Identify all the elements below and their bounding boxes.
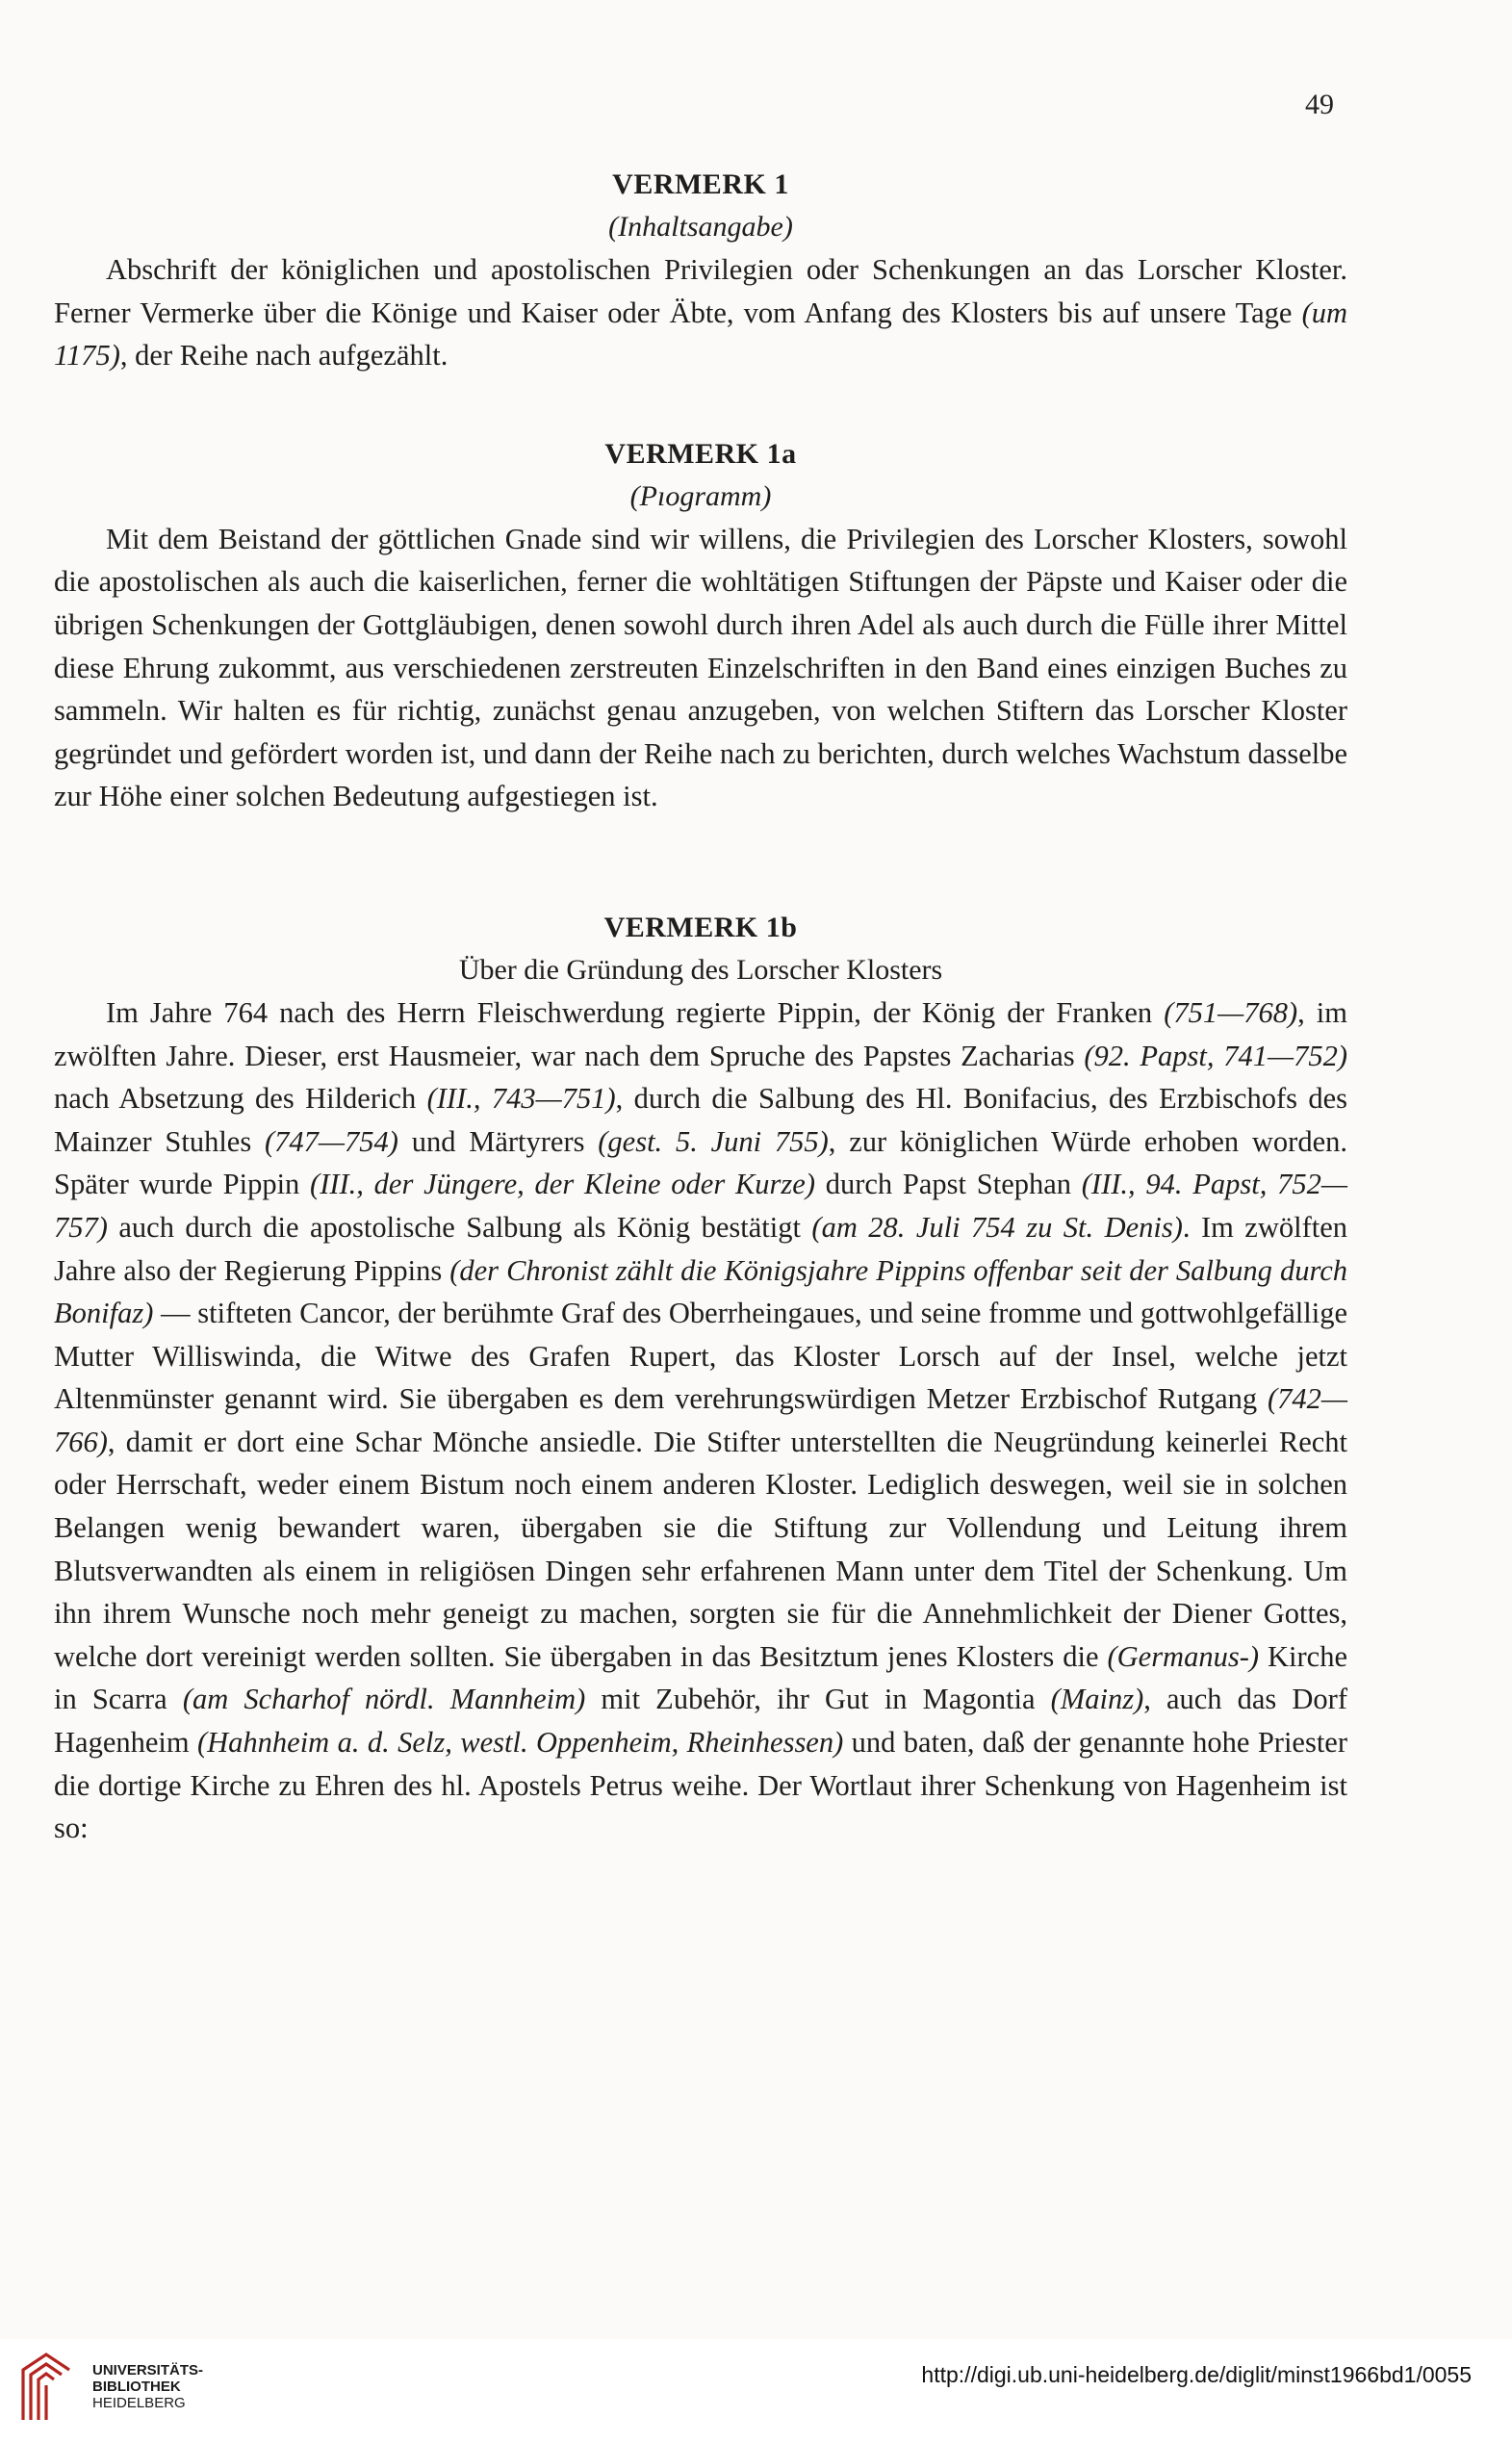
source-url-link[interactable]: http://digi.ub.uni-heidelberg.de/diglit/minst1966bd1/0055 <box>921 2362 1472 2387</box>
italic-annotation: (742—766) <box>54 1382 1347 1458</box>
italic-annotation: (747—754) <box>264 1124 398 1158</box>
section-vermerk-1 <box>54 164 1347 377</box>
text-run: durch Papst Stephan <box>814 1168 1082 1201</box>
text-run: nach Absetzung des Hilderich <box>54 1082 427 1116</box>
section-subtitle: (Inhaltsangabe) <box>608 211 793 243</box>
paragraph <box>54 248 1347 377</box>
italic-annotation: (Germanus-) <box>1107 1639 1260 1673</box>
library-name-line: BIBLIOTHEK <box>92 2379 181 2395</box>
text-run: mit Zubehör, ihr Gut in Magontia <box>585 1683 1051 1716</box>
text-run: auch durch die apostolische Salbung als König bestätigt <box>107 1210 812 1244</box>
section-vermerk-1b <box>54 907 1347 1850</box>
text-run: und Märtyrers <box>397 1124 599 1158</box>
document-body <box>54 164 1347 1850</box>
italic-annotation: (Mainz) <box>1050 1683 1144 1716</box>
paragraph <box>54 518 1347 818</box>
text-run: Im Jahre 764 nach des Herrn Fleischwerdung regierte Pippin, der König der Franken <box>106 995 1165 1029</box>
text-run: und baten, daß der genannte hohe Priester die dortige Kirche zu Ehren des hl. Apostels Petrus weihe. Der Wortlaut ihrer Schenkung von Hagenheim ist so: <box>54 1726 1347 1845</box>
italic-annotation: (um 1175) <box>54 296 1347 373</box>
text-run: , auch das Dorf Hagenheim <box>54 1683 1347 1760</box>
italic-annotation: (der Chronist zählt die Königsjahre Pippins offenbar seit der Salbung durch Bonifaz) <box>54 1253 1347 1330</box>
section-subtitle: (Pıogramm) <box>629 479 772 512</box>
italic-annotation: (am Scharhof nördl. Mannheim) <box>182 1683 586 1716</box>
italic-annotation: (gest. 5. Juni 755) <box>598 1124 829 1158</box>
italic-annotation: (am 28. Juli 754 zu St. Denis) <box>811 1210 1183 1244</box>
italic-annotation: (Hahnheim a. d. Selz, westl. Oppenheim, Rheinhessen) <box>196 1726 844 1760</box>
text-run: Mit dem Beistand der göttlichen Gnade sind wir willens, die Privilegien des Lorscher Klosters, sowohl die apostolischen als auch die kaiserlichen, ferner die wohltätigen Stiftungen der Päpste und Kaiser oder die übrigen Schenkungen der Gottgläubigen, denen sowohl durch ihren Adel als auch durch die Fülle ihrer Mittel diese Ehrung zukommt, aus verschiedenen zerstreuten Einzelschriften in den Band eines einzigen Buches zu sammeln. Wir halten es für richtig, zunächst genau anzugeben, von welchen Stiftern das Lorscher Kloster gegründet und gefördert worden ist, und dann der Reihe nach zu berichten, durch welches Wachstum dasselbe zur Höhe einer solchen Bedeutung aufgestiegen ist. <box>54 522 1347 813</box>
italic-annotation: (III., der Jüngere, der Kleine oder Kurze) <box>310 1168 815 1201</box>
text-run: , zur königlichen Würde erhoben worden. Später wurde Pippin <box>54 1124 1347 1201</box>
text-run: , der Reihe nach aufgezählt. <box>119 339 448 373</box>
page-number: 49 <box>1305 89 1334 120</box>
section-heading: VERMERK 1b <box>603 911 798 943</box>
text-run: Kirche in Scarra <box>54 1639 1347 1716</box>
library-name-line: HEIDELBERG <box>92 2395 186 2411</box>
text-run: — stifteten Cancor, der berühmte Graf des Oberrheingaues, und seine fromme und gottwohlgefällige Mutter Williswinda, die Witwe des Grafen Rupert, das Kloster Lorsch auf der Insel, welche jetzt Altenmünster genannt wird. Sie übergaben es dem verehrungswürdigen Metzer Erzbischof Rutgang <box>54 1297 1347 1416</box>
section-heading: VERMERK 1a <box>604 437 797 470</box>
paragraph <box>54 991 1347 1850</box>
library-logo-icon <box>17 2349 77 2424</box>
text-run: , im zwölften Jahre. Dieser, erst Hausmeier, war nach dem Spruche des Papstes Zacharias <box>54 995 1348 1072</box>
text-run: . Im zwölften Jahre also der Regierung Pippins <box>54 1210 1347 1287</box>
logo-strokes <box>23 2354 69 2420</box>
italic-annotation: (III., 94. Papst, 752—757) <box>54 1168 1347 1244</box>
italic-annotation: (III., 743—751) <box>426 1082 616 1116</box>
section-heading: VERMERK 1 <box>612 168 789 200</box>
library-name <box>92 2362 203 2411</box>
section-subtitle: Über die Gründung des Lorscher Klosters <box>458 953 943 986</box>
text-run: Abschrift der königlichen und apostolischen Privilegien oder Schenkungen an das Lorscher Kloster. Ferner Vermerke über die Könige und Kaiser oder Äbte, vom Anfang des Klosters bis auf unsere Tage <box>54 253 1347 329</box>
footer-bar <box>0 2339 1512 2443</box>
library-name-line: UNIVERSITÄTS- <box>92 2362 204 2379</box>
italic-annotation: (92. Papst, 741—752) <box>1084 1039 1347 1072</box>
text-run: , durch die Salbung des Hl. Bonifacius, des Erzbischofs des Mainzer Stuhles <box>54 1082 1347 1158</box>
section-vermerk-1a <box>54 433 1347 818</box>
text-run: , damit er dort eine Schar Mönche ansiedle. Die Stifter unterstellten die Neugründung keinerlei Recht oder Herrschaft, weder einem Bistum noch einem anderen Kloster. Lediglich deswegen, weil sie in solchen Belangen wenig bewandert waren, übergaben sie die Stiftung zur Vollendung und Leitung ihrem Blutsverwandten als einem in religiösen Dingen sehr erfahrenen Mann unter dem Titel der Schenkung. Um ihn ihrem Wunsche noch mehr geneigt zu machen, sorgten sie für die Annehmlichkeit der Diener Gottes, welche dort vereinigt werden sollten. Sie übergaben in das Besitztum jenes Klosters die <box>54 1425 1347 1673</box>
italic-annotation: (751—768) <box>1164 995 1298 1029</box>
